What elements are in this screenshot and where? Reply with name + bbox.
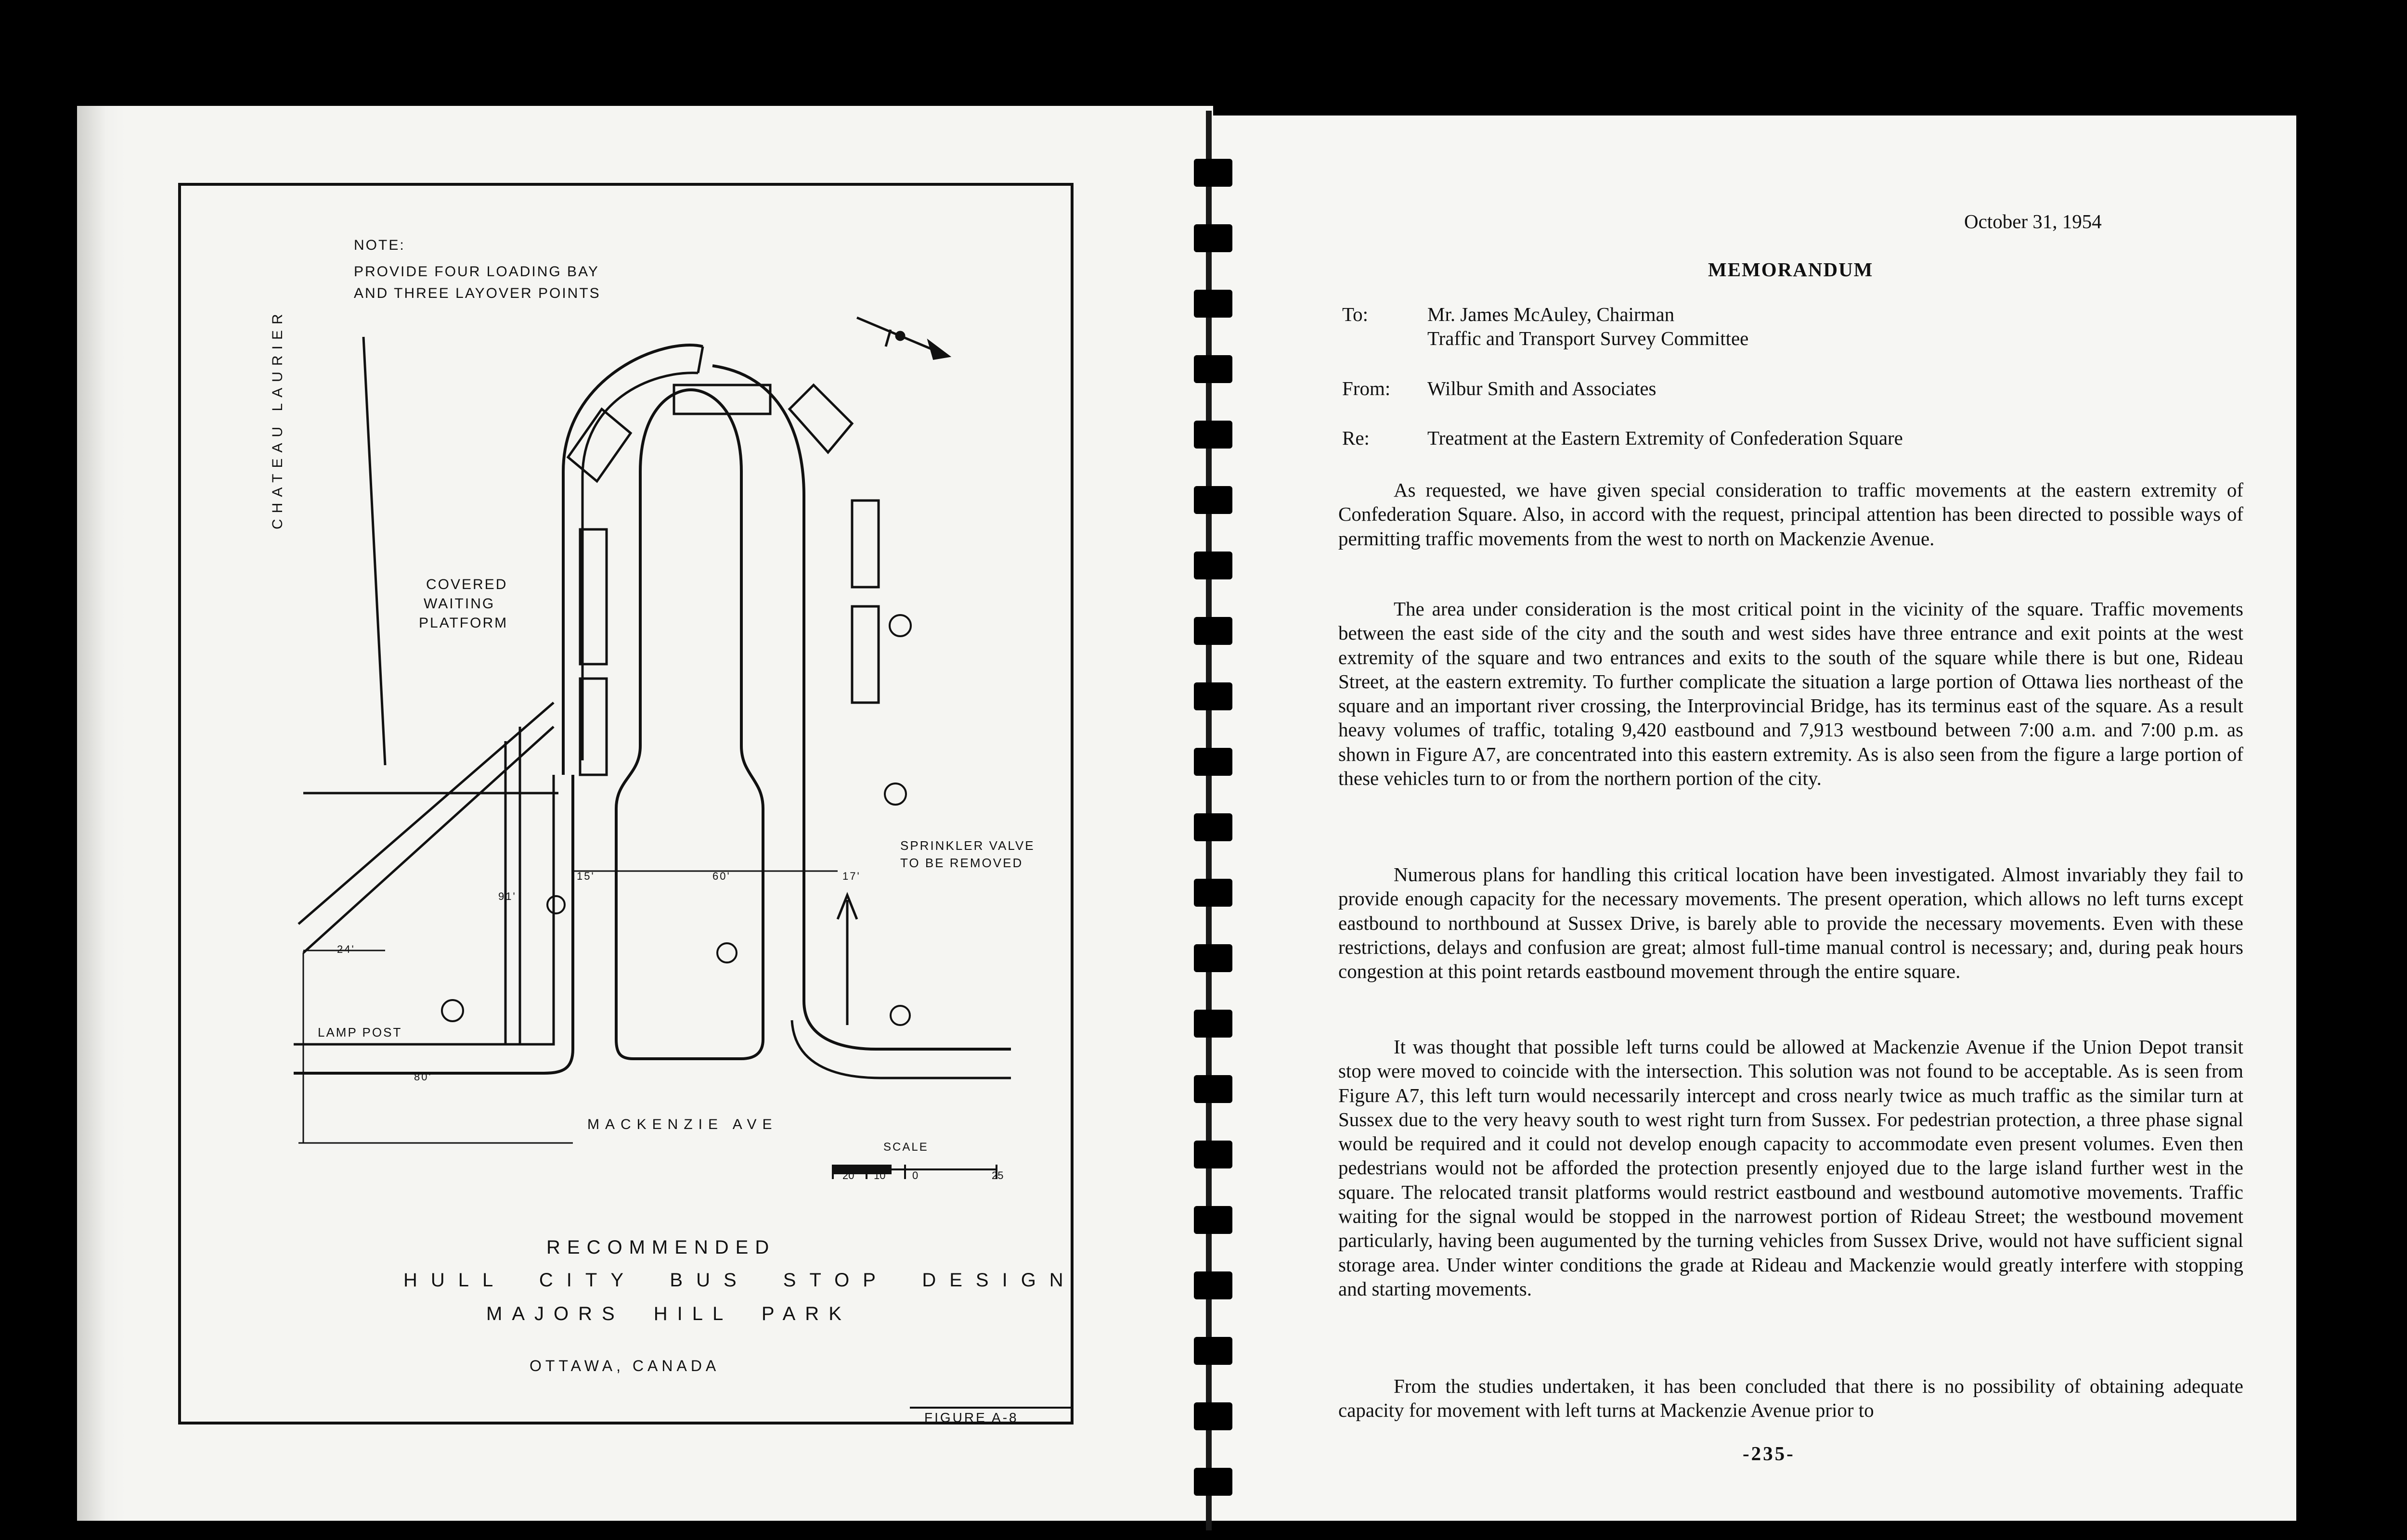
memo-to-label: To: [1342, 303, 1369, 325]
binding-coil [1194, 1468, 1232, 1496]
binding-coil [1194, 944, 1232, 972]
figure-label: FIGURE A-8 [924, 1410, 1019, 1425]
binding-coil [1194, 355, 1232, 383]
scale-tick: 25 [992, 1169, 1004, 1181]
dimension-60: 60' [712, 870, 731, 882]
dimension-17: 17' [842, 870, 861, 882]
note-line: PROVIDE FOUR LOADING BAY [354, 264, 599, 280]
binding-coil [1194, 421, 1232, 449]
binding-coil [1194, 1010, 1232, 1038]
memo-re-value: Treatment at the Eastern Extremity of Confederation Square [1427, 427, 1903, 449]
dimension-80: 80' [414, 1071, 432, 1083]
binding-coil [1194, 552, 1232, 579]
memo-from-label: From: [1342, 377, 1391, 399]
dimension-24: 24' [337, 943, 355, 955]
binding-coil [1194, 748, 1232, 776]
binding-coil [1194, 159, 1232, 187]
page-number: -235- [1743, 1442, 1795, 1464]
memo-paragraph: Numerous plans for handling this critical location have been investigated. Almost invariably they fail to provide enough capacity for the necessary movements. The present operation, which allows no left turns except eastbound to northbound at Sussex Drive, is barely able to provide the necessary movements. Even with these restrictions, delays and confusion are great; almost full-time manual control is necessary; and, during peak hours congestion at this point retards eastbound movement through the entire square. [1338, 863, 2243, 983]
label-mackenzie-ave: MACKENZIE AVE [587, 1116, 778, 1132]
binding-coil [1194, 1337, 1232, 1365]
memo-paragraph: From the studies undertaken, it has been concluded that there is no possibility of obtaining adequate capacity for movement with left turns at Mackenzie Avenue prior to [1338, 1375, 2243, 1422]
memo-date: October 31, 1954 [1964, 210, 2102, 232]
memo-to-line: Mr. James McAuley, Chairman [1427, 303, 1675, 325]
drawing-title-recommended: RECOMMENDED [546, 1237, 776, 1258]
drawing-title-park: MAJORS HILL PARK [486, 1303, 851, 1324]
binding-coil [1194, 1141, 1232, 1168]
label-covered-waiting-platform: WAITING [424, 596, 495, 612]
binding-coil [1194, 486, 1232, 514]
memo-to-line: Traffic and Transport Survey Committee [1427, 327, 1749, 349]
binding-coil [1194, 813, 1232, 841]
binding-coil [1194, 1206, 1232, 1234]
drawing-title-main: HULL CITY BUS STOP DESIGN [403, 1270, 1077, 1291]
binding-coil [1194, 290, 1232, 318]
scale-tick: 20 [842, 1169, 854, 1181]
memo-from-value: Wilbur Smith and Associates [1427, 377, 1656, 399]
binding-coil [1194, 1402, 1232, 1430]
memo-paragraph: As requested, we have given special consideration to traffic movements at the eastern extremity of Confederation Square. Also, in accord with the request, principal attention has been directed to possible ways of permitting traffic movements from the west to north on Mackenzie Avenue. [1338, 479, 2243, 550]
scale-tick: 0 [912, 1169, 919, 1181]
binding-coil [1194, 1075, 1232, 1103]
memo-heading: MEMORANDUM [1708, 258, 1874, 281]
label-covered-waiting-platform: PLATFORM [419, 615, 508, 631]
scale-label: SCALE [883, 1141, 929, 1154]
memo-paragraph: The area under consideration is the most critical point in the vicinity of the square. Traffic movements between the east side of the city and the south and west sides have three entrance and exit points at the west extremity of the square and two entrances and exits to the south of the square while there is but one, Rideau Street, at the eastern extremity. To further complicate the situation a large portion of Ottawa lies northeast of the square and an important river crossing, the Interprovincial Bridge, has its terminus east of the square. As a result heavy volumes of traffic, totaling 9,420 eastbound and 7,913 westbound between 7:00 a.m. and 7:00 p.m. as shown in Figure A7, are concentrated into this eastern extremity. As is also seen from the figure a large portion of these vehicles turn to or from the northern portion of the city. [1338, 598, 2243, 790]
dimension-15: 15' [577, 870, 595, 882]
right-page [1204, 116, 2296, 1521]
drawing-title-location: OTTAWA, CANADA [530, 1357, 720, 1374]
left-page-edge [77, 106, 125, 1521]
binding-coil [1194, 224, 1232, 252]
scale-tick: 10 [874, 1169, 886, 1181]
note-heading: NOTE: [354, 237, 405, 253]
label-lamp-post: LAMP POST [318, 1025, 402, 1040]
label-sprinkler-valve: TO BE REMOVED [900, 856, 1023, 870]
note-line: AND THREE LAYOVER POINTS [354, 285, 601, 301]
binding-coil [1194, 879, 1232, 907]
memo-re-label: Re: [1342, 427, 1370, 449]
label-covered-waiting-platform: COVERED [426, 577, 508, 592]
dimension-91: 91' [498, 890, 517, 902]
binding-coil [1194, 617, 1232, 645]
label-chateau-laurier: CHATEAU LAURIER [270, 308, 285, 529]
label-sprinkler-valve: SPRINKLER VALVE [900, 838, 1035, 853]
memo-paragraph: It was thought that possible left turns could be allowed at Mackenzie Avenue if the Union Depot transit stop were moved to coincide with the intersection. This solution was not found to be acceptable. As is seen from Figure A7, this left turn would necessarily intercept and cross nearly twice as much traffic as the similar turn at Sussex due to the very heavy south to west right turn from Sussex. For pedestrian protection, a three phase signal would be required and it could not develop enough capacity to accommodate even present volumes. Even then pedestrians would not be afforded the protection presently enjoyed due to the large island further west in the square. The relocated transit platforms would restrict eastbound and westbound automotive movements. Traffic waiting for the signal would be stopped in the narrowest portion of Rideau Street; the westbound movement particularly, having been augumented by the turning vehicles from Sussex Drive, would not have sufficient signal storage area. Under winter conditions the grade at Rideau and Mackenzie would greatly interfere with stopping and starting movements. [1338, 1036, 2243, 1300]
binding-coil [1194, 682, 1232, 710]
binding-coil [1194, 1271, 1232, 1299]
